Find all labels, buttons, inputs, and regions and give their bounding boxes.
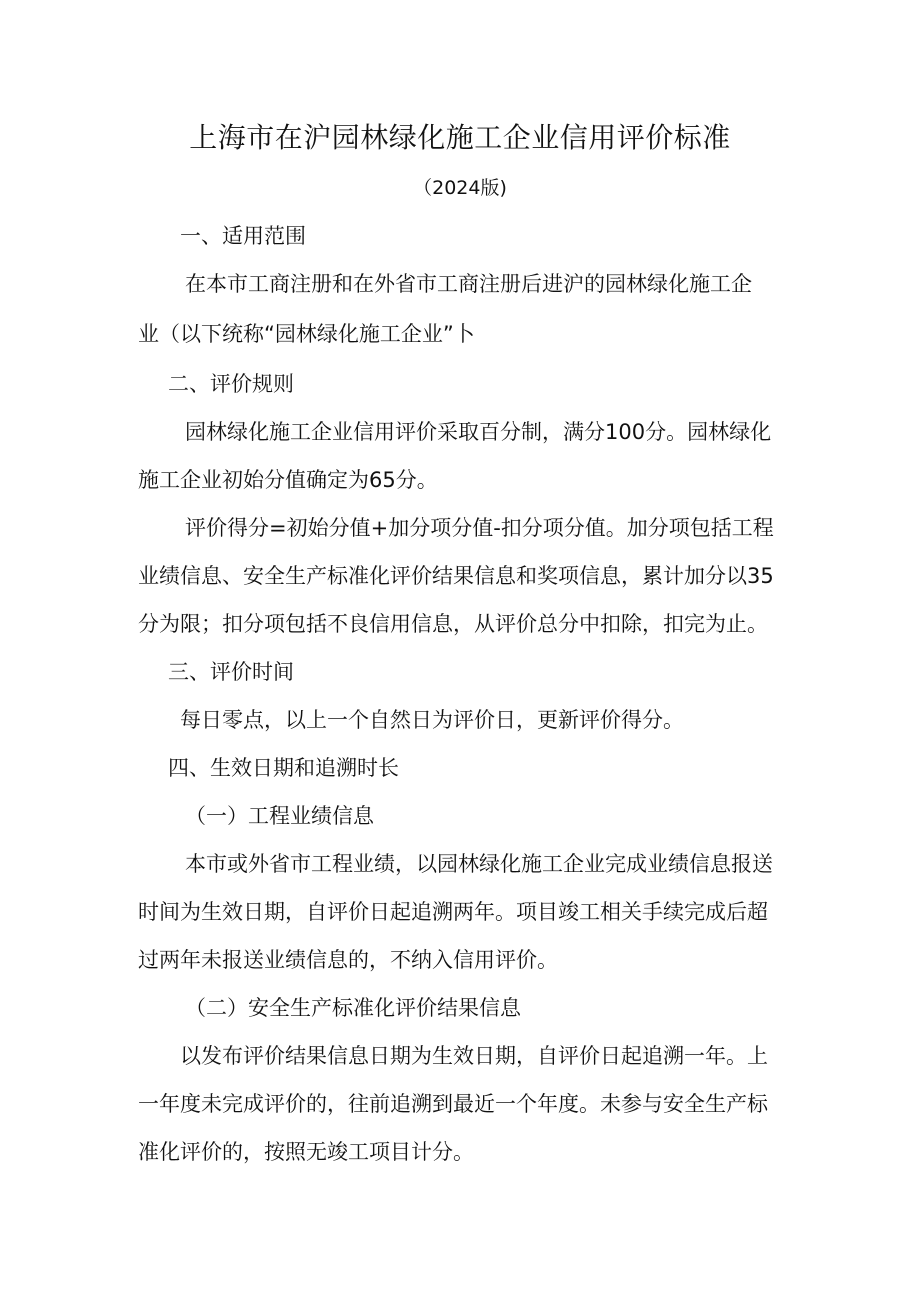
document-subtitle: （2024版) bbox=[413, 177, 507, 199]
section-4-sub-2-line-2: 一年度未完成评价的，往前追溯到最近一个年度。未参与安全生产标 bbox=[138, 1092, 768, 1116]
section-1-para-1-line-2: 业（以下统称“园林绿化施工企业”卜 bbox=[138, 322, 475, 346]
section-2-para-2-line-1: 评价得分=初始分值+加分项分值-扣分项分值。加分项包括工程 bbox=[185, 516, 774, 540]
section-2-para-2-line-2: 业绩信息、安全生产标准化评价结果信息和奖项信息，累计加分以35 bbox=[138, 564, 774, 588]
section-2-para-2-line-3: 分为限；扣分项包括不良信用信息，从评价总分中扣除，扣完为止。 bbox=[138, 612, 768, 636]
section-4-sub-1-line-3: 过两年未报送业绩信息的，不纳入信用评价。 bbox=[138, 948, 558, 972]
section-4-sub-1-heading: （一）工程业绩信息 bbox=[185, 804, 374, 828]
section-4-sub-1-line-2: 时间为生效日期，自评价日起追溯两年。项目竣工相关手续完成后超 bbox=[138, 900, 768, 924]
section-2-para-1-line-2: 施工企业初始分值确定为65分。 bbox=[138, 468, 438, 492]
section-1-para-1-line-1: 在本市工商注册和在外省市工商注册后进沪的园林绿化施工企 bbox=[185, 272, 752, 296]
section-4-sub-2-heading: （二）安全生产标准化评价结果信息 bbox=[185, 996, 521, 1020]
section-1-heading: 一、适用范围 bbox=[180, 224, 306, 248]
document-title: 上海市在沪园林绿化施工企业信用评价标准 bbox=[189, 121, 731, 154]
section-3-heading: 三、评价时间 bbox=[168, 660, 294, 684]
section-2-para-1-line-1: 园林绿化施工企业信用评价采取百分制，满分100分。园林绿化 bbox=[185, 420, 772, 444]
section-4-sub-2-line-1: 以发布评价结果信息日期为生效日期，自评价日起追溯一年。上 bbox=[180, 1044, 768, 1068]
section-4-heading: 四、生效日期和追溯时长 bbox=[168, 756, 399, 780]
section-4-sub-2-line-3: 准化评价的，按照无竣工项目计分。 bbox=[138, 1140, 474, 1164]
section-3-para-1-line-1: 每日零点，以上一个自然日为评价日，更新评价得分。 bbox=[180, 708, 684, 732]
section-2-heading: 二、评价规则 bbox=[168, 372, 294, 396]
section-4-sub-1-line-1: 本市或外省市工程业绩，以园林绿化施工企业完成业绩信息报送 bbox=[185, 852, 773, 876]
